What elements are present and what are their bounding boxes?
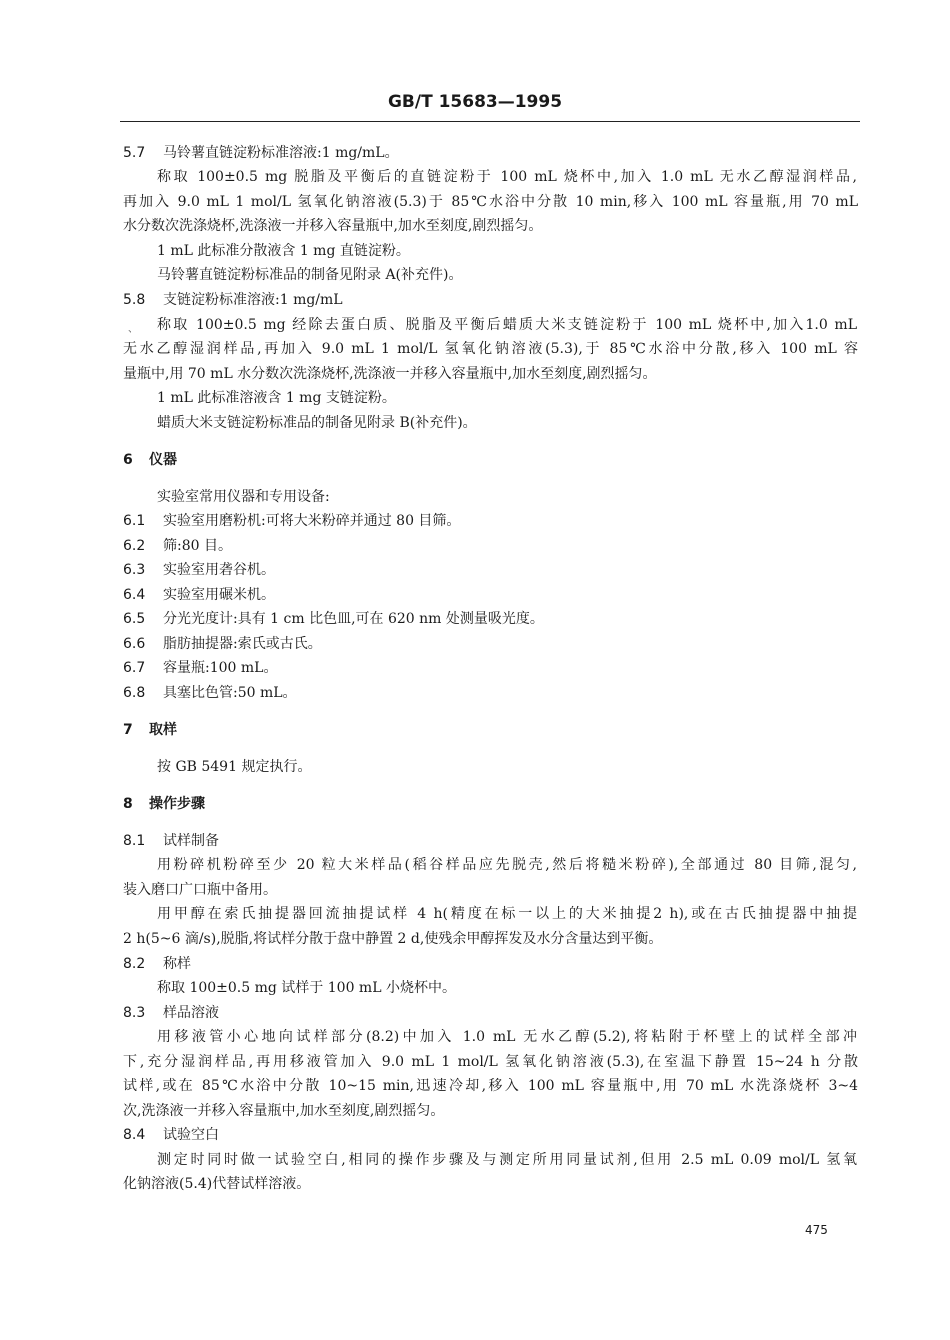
list-item [123, 659, 277, 677]
paragraph-line: 1 mL 此标准溶液含 1 mg 支链淀粉。 [157, 390, 396, 406]
item-text: 脂肪抽提器:索氏或古氏。 [163, 636, 322, 652]
item-number: 6.8 [123, 685, 146, 701]
paragraph-line: 用甲醇在索氏抽提器回流抽提试样 4 h(精度在标一以上的大米抽提2 h),或在古氏抽提器中抽提 [157, 906, 857, 922]
item-text: 实验室用碾米机。 [163, 587, 275, 603]
list-item [123, 561, 275, 579]
section-number: 6 [123, 452, 133, 468]
item-number: 6.6 [123, 636, 146, 652]
section-title: 样品溶液 [163, 1005, 219, 1021]
section-8-1-heading [123, 832, 219, 850]
list-item [123, 537, 232, 555]
section-number: 5.7 [123, 145, 146, 161]
item-number: 6.1 [123, 513, 146, 529]
paragraph-line: 按 GB 5491 规定执行。 [157, 759, 312, 775]
standard-header: GB/T 15683—1995 [387, 92, 563, 112]
section-8-2-heading [123, 955, 191, 973]
section-number: 8.4 [123, 1127, 146, 1143]
item-text: 筛:80 目。 [163, 538, 232, 554]
item-text: 具塞比色管:50 mL。 [163, 685, 297, 701]
paragraph-line: 1 mL 此标准分散液含 1 mg 直链淀粉。 [157, 243, 410, 259]
paragraph-line: 2 h(5~6 滴/s),脱脂,将试样分散于盘中静置 2 d,使残余甲醇挥发及水分含量达到平衡。 [123, 931, 663, 947]
list-item [123, 512, 460, 530]
paragraph-line: 称取 100±0.5 mg 试样于 100 mL 小烧杯中。 [157, 980, 456, 996]
section-number: 8 [123, 796, 133, 812]
section-title: 仪器 [149, 452, 177, 468]
item-text: 容量瓶:100 mL。 [163, 660, 278, 676]
paragraph-line: 量瓶中,用 70 mL 水分数次洗涤烧杯,洗涤液一并移入容量瓶中,加水至刻度,剧烈摇匀。 [123, 366, 657, 382]
section-5-7-heading [123, 144, 399, 162]
section-5-8-heading [123, 291, 343, 309]
item-number: 6.7 [123, 660, 146, 676]
section-title: 试验空白 [163, 1127, 219, 1143]
section-7-heading [123, 721, 177, 739]
section-title: 操作步骤 [149, 796, 205, 812]
section-title: 支链淀粉标准溶液:1 mg/mL [163, 292, 343, 308]
paragraph-line: 化钠溶液(5.4)代替试样溶液。 [123, 1176, 311, 1192]
page-number: 475 [805, 1223, 828, 1237]
header-rule [120, 121, 860, 122]
item-text: 分光光度计:具有 1 cm 比色皿,可在 620 nm 处测量吸光度。 [163, 611, 544, 627]
section-number: 5.8 [123, 292, 146, 308]
paragraph-line: 测定时同时做一试验空白,相同的操作步骤及与测定所用同量试剂,但用 2.5 mL 0.09 mol/L 氢氧 [157, 1152, 857, 1168]
section-number: 8.1 [123, 833, 146, 849]
section-8-3-heading [123, 1004, 219, 1022]
paragraph-line: 称取 100±0.5 mg 脱脂及平衡后的直链淀粉于 100 mL 烧杯中,加入 1.0 mL 无水乙醇湿润样品, [157, 169, 857, 185]
section-title: 试样制备 [163, 833, 219, 849]
paragraph-line: 无水乙醇湿润样品,再加入 9.0 mL 1 mol/L 氢氧化钠溶液(5.3),于 85℃水浴中分散,移入 100 mL 容 [123, 341, 858, 357]
paragraph-line: 用粉碎机粉碎至少 20 粒大米样品(稻谷样品应先脱壳,然后将糙米粉碎),全部通过 80 目筛,混匀, [157, 857, 857, 873]
paragraph-line: 用移液管小心地向试样部分(8.2)中加入 1.0 mL 无水乙醇(5.2),将粘附于杯壁上的试样全部冲 [157, 1029, 857, 1045]
paragraph-line: 试样,或在 85℃水浴中分散 10~15 min,迅速冷却,移入 100 mL 容量瓶中,用 70 mL 水洗涤烧杯 3~4 [123, 1078, 858, 1094]
item-text: 实验室用砻谷机。 [163, 562, 275, 578]
paragraph-line: 次,洗涤液一并移入容量瓶中,加水至刻度,剧烈摇匀。 [123, 1103, 445, 1119]
paragraph-line: 蜡质大米支链淀粉标准品的制备见附录 B(补充件)。 [157, 415, 477, 431]
item-number: 6.3 [123, 562, 146, 578]
list-item [123, 684, 297, 702]
item-number: 6.5 [123, 611, 146, 627]
section-8-heading [123, 795, 205, 813]
paragraph-line: 装入磨口广口瓶中备用。 [123, 882, 277, 898]
section-number: 7 [123, 722, 133, 738]
paragraph-line: 马铃薯直链淀粉标准品的制备见附录 A(补充件)。 [157, 267, 463, 283]
paragraph-line: 水分数次洗涤烧杯,洗涤液一并移入容量瓶中,加水至刻度,剧烈摇匀。 [123, 218, 543, 234]
section-number: 8.3 [123, 1005, 146, 1021]
paragraph-line: 称取 100±0.5 mg 经除去蛋白质、脱脂及平衡后蜡质大米支链淀粉于 100 mL 烧杯中,加入1.0 mL [157, 317, 857, 333]
stray-mark: 、 [128, 324, 138, 335]
list-item [123, 586, 275, 604]
section-title: 取样 [149, 722, 177, 738]
list-item [123, 635, 322, 653]
section-title: 马铃薯直链淀粉标准溶液:1 mg/mL。 [163, 145, 399, 161]
item-number: 6.4 [123, 587, 146, 603]
section-8-4-heading [123, 1126, 219, 1144]
section-title: 称样 [163, 956, 191, 972]
item-text: 实验室用磨粉机:可将大米粉碎并通过 80 目筛。 [163, 513, 461, 529]
section-number: 8.2 [123, 956, 146, 972]
paragraph-line: 再加入 9.0 mL 1 mol/L 氢氧化钠溶液(5.3)于 85℃水浴中分散 10 min,移入 100 mL 容量瓶,用 70 mL [123, 194, 858, 210]
paragraph-line: 实验室常用仪器和专用设备: [157, 489, 330, 505]
section-6-heading [123, 451, 177, 469]
paragraph-line: 下,充分湿润样品,再用移液管加入 9.0 mL 1 mol/L 氢氧化钠溶液(5.3),在室温下静置 15~24 h 分散 [123, 1054, 858, 1070]
list-item [123, 610, 544, 628]
item-number: 6.2 [123, 538, 146, 554]
